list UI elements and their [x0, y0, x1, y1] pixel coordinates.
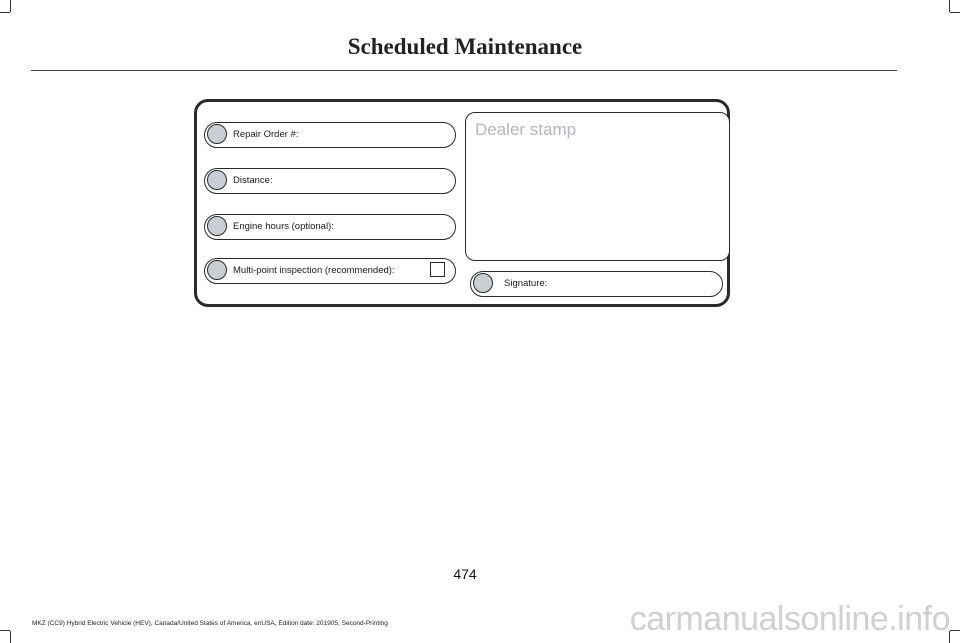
- repair-order-label: Repair Order #:: [233, 129, 299, 140]
- watermark: carmanualsonline.info: [629, 600, 950, 638]
- engine-hours-field[interactable]: [204, 214, 456, 240]
- crop-mark-top-right-h: [950, 12, 960, 13]
- crop-mark-top-right: [949, 0, 950, 12]
- field-marker-icon: [207, 216, 227, 236]
- crop-mark-top-left: [10, 0, 11, 12]
- crop-mark-bottom-left: [10, 631, 11, 643]
- header-divider: [31, 70, 897, 71]
- signature-field[interactable]: [470, 271, 723, 297]
- engine-hours-label: Engine hours (optional):: [233, 221, 334, 232]
- page-number: 474: [453, 566, 477, 582]
- distance-label: Distance:: [233, 175, 273, 186]
- field-marker-icon: [207, 260, 227, 280]
- signature-label: Signature:: [504, 278, 548, 289]
- maintenance-record-card: [194, 99, 730, 307]
- crop-mark-bottom-right-h: [950, 630, 960, 631]
- field-marker-icon: [473, 273, 493, 293]
- field-marker-icon: [207, 124, 227, 144]
- crop-mark-bottom-left-h: [0, 630, 10, 631]
- dealer-stamp-area: [465, 112, 730, 261]
- inspection-checkbox[interactable]: [430, 262, 445, 277]
- edition-footer: MKZ (CC9) Hybrid Electric Vehicle (HEV), Canada/United States of America, enUSA, Edition date: 201905, Second-Printing: [32, 620, 388, 627]
- inspection-label: Multi-point inspection (recommended):: [233, 265, 395, 276]
- inspection-field[interactable]: [204, 258, 456, 284]
- dealer-stamp-label: Dealer stamp: [475, 120, 577, 139]
- page-title: Scheduled Maintenance: [347, 34, 583, 59]
- crop-mark-top-left-h: [0, 12, 10, 13]
- repair-order-field[interactable]: [204, 122, 456, 148]
- field-marker-icon: [207, 170, 227, 190]
- distance-field[interactable]: [204, 168, 456, 194]
